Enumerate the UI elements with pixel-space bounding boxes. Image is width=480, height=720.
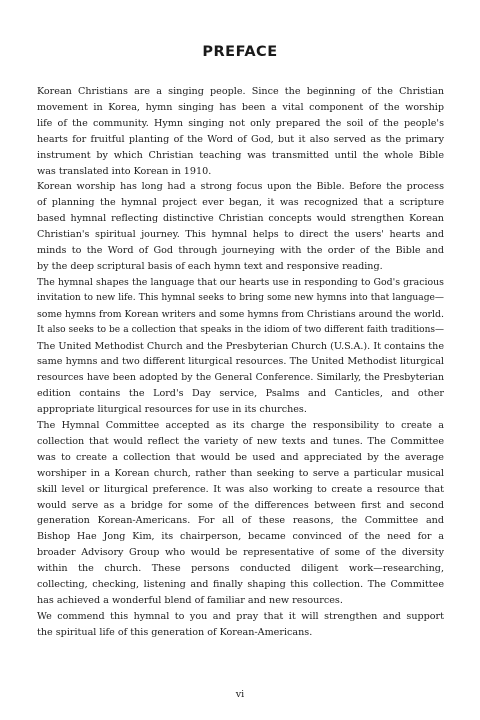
text-line: of planning the hymnal project ever began, it was recognized that a scripture [37,197,444,209]
text-line: by the deep scriptural basis of each hymn text and responsive reading. [37,260,383,272]
text-line: same hymns and two different liturgical resources. The United Methodist liturgical [37,356,444,368]
paragraph [37,275,444,418]
text-line: Korean Christians are a singing people. Since the beginning of the Christian [37,86,444,97]
text-line: worshiper in a Korean church, rather than seeking to serve a particular musical [37,467,444,479]
paragraph [37,179,444,274]
text-line: skill level or liturgical preference. It was also working to create a resource that [37,483,444,495]
preface-body [37,84,444,641]
paragraph [37,418,444,609]
page-title: PREFACE [202,44,278,60]
text-line: The hymnal shapes the language that our hearts use in responding to God's gracious [37,276,444,288]
text-line: broader Advisory Group who would be representative of some of the diversity [37,547,444,559]
text-line: Korean worship has long had a strong focus upon the Bible. Before the process [37,181,444,193]
text-line: would serve as a bridge for some of the differences between first and second [37,499,444,511]
text-line: It also seeks to be a collection that speaks in the idiom of two different faith traditions— [37,324,444,335]
text-line: within the church. These persons conducted diligent work—researching, [37,563,444,575]
text-line: life of the community. Hymn singing not only prepared the soil of the people's [37,117,444,129]
text-line: based hymnal reflecting distinctive Christian concepts would strengthen Korean [37,213,444,225]
text-line: instrument by which Christian teaching was transmitted until the whole Bible [37,149,444,161]
text-line: The United Methodist Church and the Presbyterian Church (U.S.A.). It contains the [37,340,444,352]
text-line: has achieved a wonderful blend of familiar and new resources. [37,595,343,606]
paragraph [37,609,444,641]
text-line: minds to the Word of God through journeying with the order of the Bible and [37,245,444,257]
text-line: was translated into Korean in 1910. [37,165,212,177]
text-line: some hymns from Korean writers and some hymns from Christians around the world. [37,308,444,320]
text-line: the spiritual life of this generation of Korean-Americans. [37,626,313,638]
text-line: invitation to new life. This hymnal seeks to bring some new hymns into that language— [37,292,444,303]
paragraph [37,84,444,179]
text-line: Christian's spiritual journey. This hymnal helps to direct the users' hearts and [37,229,444,241]
text-line: collecting, checking, listening and finally shaping this collection. The Committee [37,579,444,591]
text-line: We commend this hymnal to you and pray that it will strengthen and support [37,610,444,622]
text-line: resources have been adopted by the General Conference. Similarly, the Presbyterian [37,372,444,384]
text-line: Bishop Hae Jong Kim, its chairperson, became convinced of the need for a [37,531,444,543]
text-line: movement in Korea, hymn singing has been a vital component of the worship [37,101,444,113]
text-line: generation Korean-Americans. For all of these reasons, the Committee and [37,515,444,527]
text-line: appropriate liturgical resources for use in its churches. [37,404,307,416]
text-line: collection that would reflect the variety of new texts and tunes. The Committee [37,435,444,447]
text-line: was to create a collection that would be used and appreciated by the average [37,451,444,463]
text-line: The Hymnal Committee accepted as its charge the responsibility to create a [37,420,444,432]
text-line: hearts for fruitful planting of the Word of God, but it also served as the primary [37,133,444,145]
page-number: vi [235,689,245,700]
text-line: edition contains the Lord's Day service, Psalms and Canticles, and other [37,388,444,400]
